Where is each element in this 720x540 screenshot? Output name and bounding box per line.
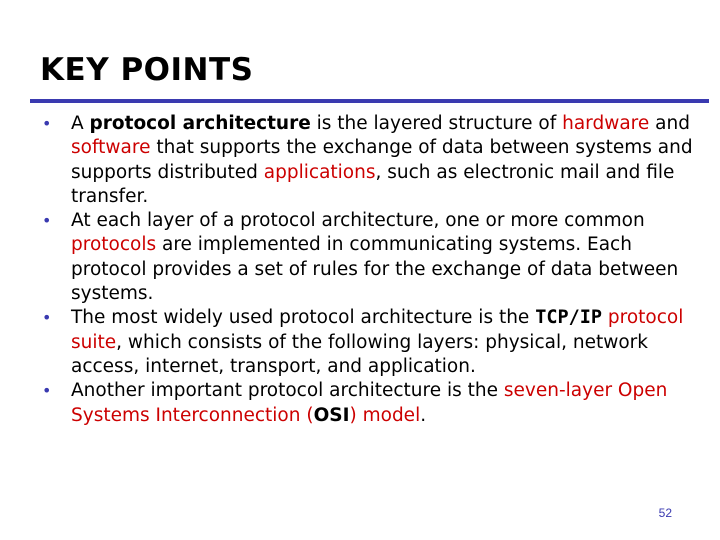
bullet-item: • A protocol architecture is the layered structure of hardware and software that supports the exchange of data between systems and supports distributed applications, such as electronic mail and file transfer. — [42, 113, 693, 207]
bullet-icon: • — [42, 114, 52, 133]
slide-title: KEY POINTS — [40, 52, 254, 88]
bullet-icon: • — [42, 211, 52, 231]
title-underline — [30, 99, 709, 103]
bullet-item: • The most widely used protocol architecture is the TCP/IP protocol suite, which consists of the following layers: physical, network access, internet, transport, and application. — [42, 307, 684, 377]
bullet-item: • At each layer of a protocol architecture, one or more common protocols are implemented in communicating systems. Each protocol provides a set of rules for the exchange of data between systems. — [42, 210, 679, 305]
bullet-item: • Another important protocol architecture is the seven-layer Open Systems Interconnection (OSI) model. — [42, 380, 668, 426]
bullet-icon: • — [42, 308, 52, 328]
bullet-list — [42, 112, 702, 428]
page-number: 52 — [658, 506, 672, 520]
bullet-icon: • — [42, 381, 52, 401]
